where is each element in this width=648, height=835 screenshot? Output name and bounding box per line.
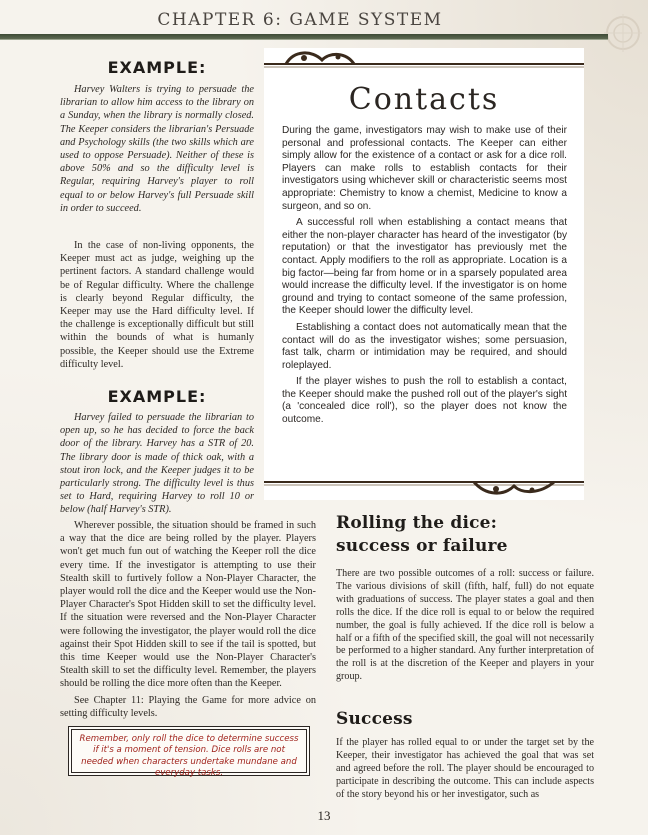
reminder-note-text: Remember, only roll the dice to determine success if it's a moment of tension. Dice rolls are not needed when characters undertake mundane and everyday tasks. (79, 734, 299, 778)
top-flourish-ornament-icon (264, 48, 584, 68)
see-chapter-paragraph: See Chapter 11: Playing the Game for more advice on setting difficulty levels. (60, 694, 316, 719)
bottom-flourish-ornament-icon (264, 478, 584, 498)
contacts-paragraph: If the player wishes to push the roll to establish a contact, the Keeper should make the pushed roll out of the player's sight (a 'concealed dice roll'), so the player does not know the outcome. (282, 376, 567, 426)
example-text: Harvey failed to persuade the librarian to open up, so he has decided to force the back door of the library. Harvey has a STR of 20. The library door is made of thick oak, with a stout iron lock, and the Keeper judges it to be particularly strong. The difficulty level is thus set to Hard, requiring Harvey to roll 10 or below (half Harvey's STR). (60, 412, 254, 516)
right-column (336, 512, 594, 802)
rolling-dice-text: There are two possible outcomes of a roll: success or failure. The various divisions of skill (fifth, half, full) do not equate with graduations of success. The player states a goal and then rolls the dice. If the dice roll is equal to or below the required number, the goal is fully achieved. If the dice roll is below a half or a fifth of the specified skill, the goal will not necessarily be performed to a higher standard. Any further interpretation of the roll is at the discretion of the Keeper and players in your group. (336, 568, 594, 683)
contacts-body (282, 125, 567, 431)
example-text: Harvey Walters is trying to persuade the librarian to allow him access to the library on a Sunday, when the library is normally closed. The Keeper considers the librarian's Persuade and Psychology skills (the two skills which are used to oppose Persuade). Neither of these is above 50% and so the difficulty level is Regular, requiring Harvey's player to roll equal to or below Harvey's full Persuade skill in order to succeed. (60, 84, 254, 214)
nonliving-opponents-text: In the case of non-living opponents, the Keeper must act as judge, weighing up the pertinent factors. A standard challenge would be of Regular difficulty. Where the challenge is clearly beyond Regular difficulty, the Keeper may use the Hard difficulty level. If the challenge is exceptionally difficult but still within the bounds of what is humanly possible, the Keeper should use the Extreme difficulty level. (60, 240, 254, 370)
contacts-paragraph: A successful roll when establishing a contact means that either the non-player character has heard of the investigator (by reputation) or that the investigator has previously met the contact. Apply modifiers to the roll as appropriate. Location is a big factor—being far from home or in a sparsely populated area would increase the difficulty level. If the investigator is on home ground and trying to contact someone of the same profession, the Keeper should lower the difficulty level. (282, 217, 567, 317)
rolling-dice-heading-line1: Rolling the dice: (336, 513, 498, 533)
success-heading: Success (336, 709, 413, 730)
header-divider (0, 34, 608, 40)
compass-emblem-icon (600, 10, 646, 56)
page-number: 13 (317, 808, 331, 823)
contacts-paragraph: During the game, investigators may wish to make use of their personal and professional contacts. The Keeper can either simply allow for the existence of a contact or ask for a dice roll. Players can make rolls to establish contacts for their investigators using whichever skill or characteristic seems most appropriate: Chemistry to know a chemist, Medicine to know a surgeon, and so on. (282, 125, 567, 212)
example-heading: EXAMPLE: (107, 387, 207, 407)
left-column (60, 58, 254, 517)
example-heading: EXAMPLE: (107, 58, 207, 77)
contacts-paragraph: Establishing a contact does not automatically mean that the contact will do as the investigator wishes; some persuasion, fast talk, charm or intimidation may be required, and should roleplayed. (282, 321, 567, 371)
success-text: If the player has rolled equal to or under the target set by the Keeper, their investigator has achieved the goal that was set and agreed before the roll. The player should be encouraged to participate in describing the outcome. This can include aspects of the story beyond his or her investigator, such as (336, 737, 594, 800)
rolling-dice-heading-line2: success or failure (336, 536, 508, 556)
lower-left-column (60, 519, 316, 720)
contacts-title: Contacts (348, 82, 500, 117)
framing-paragraph: Wherever possible, the situation should be framed in such a way that the dice are being rolled by the player. Players won't get much fun out of watching the Keeper roll the dice every time. If the investigator is attempting to use their Stealth skill to furtively follow a Non-Player Character, the player would roll the dice and the Keeper would use the Non-Player Character's Spot Hidden skill to set the difficulty level. If the situation were reversed and the Non-Player Character were following the investigator, the player would roll the dice against their Spot Hidden skill to see if the tail is spotted, but this time Keeper would use the Non-Player Character's Stealth skill to set the difficulty level. Remember, the players should be rolling the dice more often than the Keeper. (60, 520, 316, 690)
chapter-title: CHAPTER 6: GAME SYSTEM (157, 10, 443, 30)
rolling-dice-heading (336, 512, 594, 558)
